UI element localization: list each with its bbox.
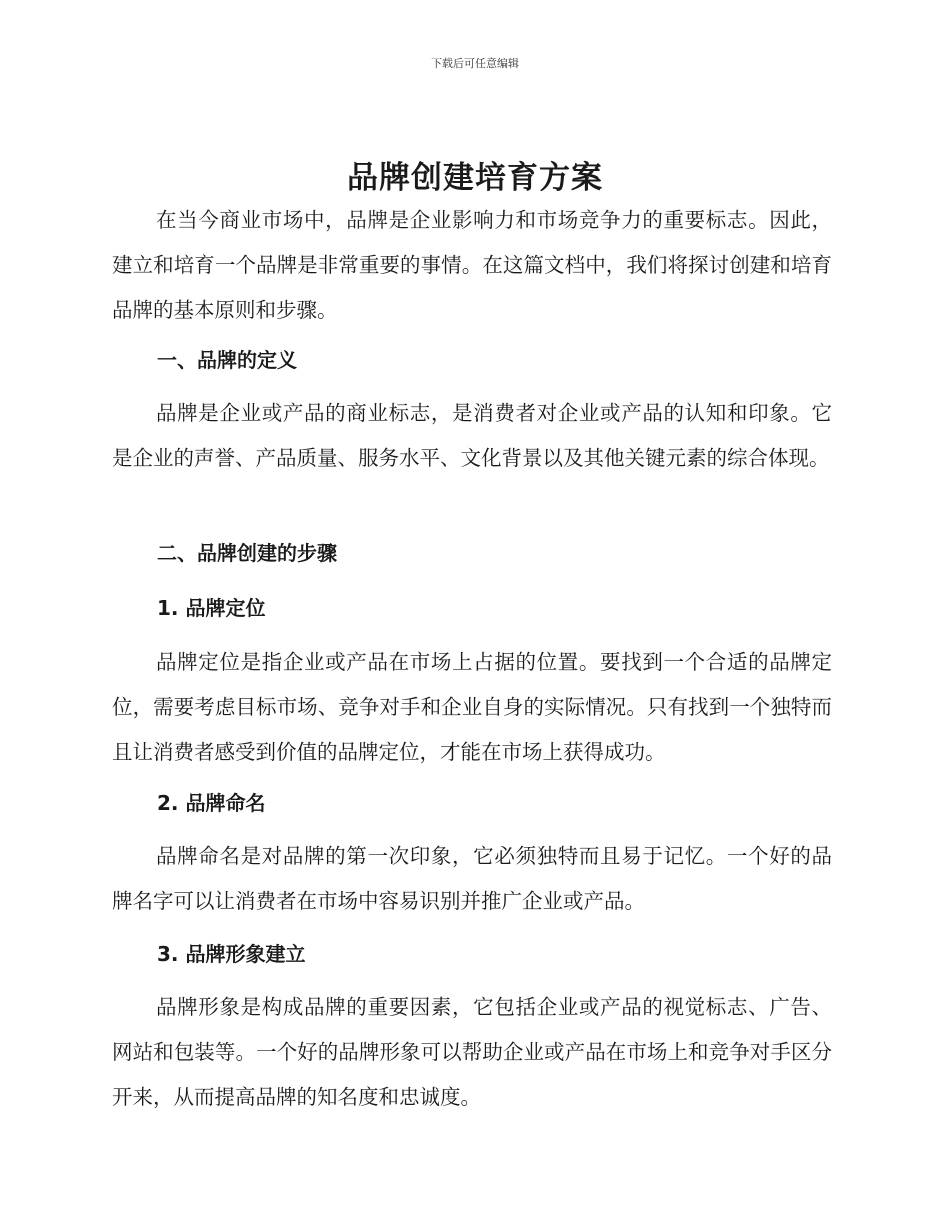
subsection1-paragraph: 品牌定位是指企业或产品在市场上占据的位置。要找到一个合适的品牌定位，需要考虑目标市场、竞争对手和企业自身的实际情况。只有找到一个独特而且让消费者感受到价值的品牌定位，才能在市场上获得成功。	[112, 650, 832, 764]
subsection3-paragraph: 品牌形象是构成品牌的重要因素，它包括企业或产品的视觉标志、广告、网站和包装等。一个好的品牌形象可以帮助企业或产品在市场上和竞争对手区分开来，从而提高品牌的知名度和忠诚度。	[112, 995, 832, 1109]
subsection2-heading: 2. 品牌命名	[157, 791, 266, 815]
subsection1-heading: 1. 品牌定位	[157, 596, 266, 620]
section2-heading: 二、品牌创建的步骤	[157, 541, 337, 565]
intro-paragraph: 在当今商业市场中，品牌是企业影响力和市场竞争力的重要标志。因此，建立和培育一个品牌是非常重要的事情。在这篇文档中，我们将探讨创建和培育品牌的基本原则和步骤。	[112, 208, 832, 322]
header-note: 下载后可任意编辑	[431, 57, 519, 70]
document-title: 品牌创建培育方案	[347, 160, 603, 196]
section1-heading: 一、品牌的定义	[157, 348, 297, 372]
section1-paragraph: 品牌是企业或产品的商业标志，是消费者对企业或产品的认知和印象。它是企业的声誉、产品质量、服务水平、文化背景以及其他关键元素的综合体现。	[112, 401, 832, 470]
subsection3-heading: 3. 品牌形象建立	[157, 942, 306, 966]
subsection2-paragraph: 品牌命名是对品牌的第一次印象，它必须独特而且易于记忆。一个好的品牌名字可以让消费者在市场中容易识别并推广企业或产品。	[112, 844, 832, 913]
